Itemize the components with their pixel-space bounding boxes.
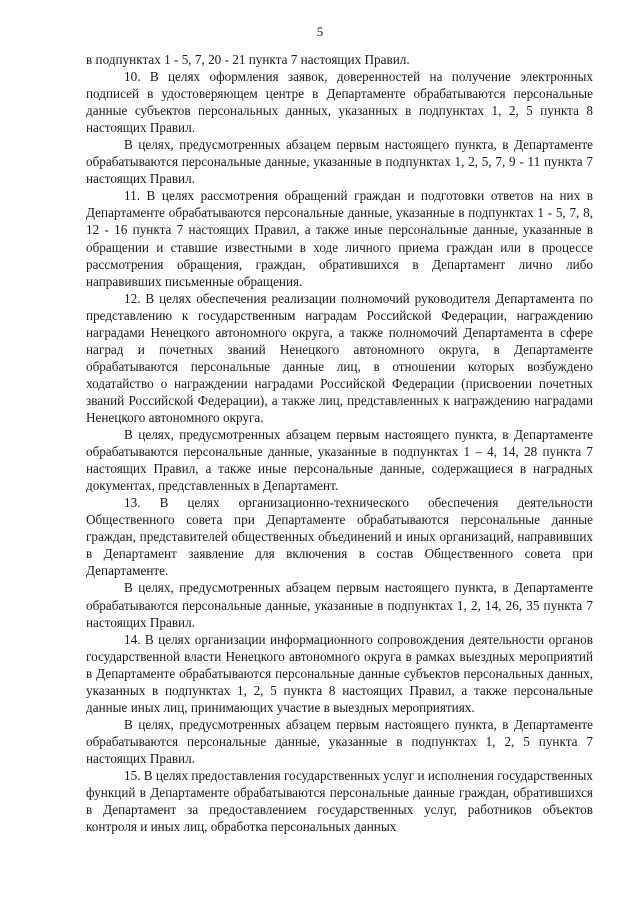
- paragraph-13-purpose: В целях, предусмотренных абзацем первым настоящего пункта, в Департаменте обрабатываются персональные данные, указанные в подпунктах 1, 2, 14, 26, 35 пункта 7 настоящих Правил.: [86, 580, 593, 630]
- page-number: 5: [316, 24, 324, 39]
- paragraph-10-purpose: В целях, предусмотренных абзацем первым настоящего пункта, в Департаменте обрабатываются персональные данные, указанные в подпунктах 1, 2, 5, 7, 9 - 11 пункта 7 настоящих Правил.: [86, 137, 593, 187]
- paragraph-14: 14. В целях организации информационного сопровождения деятельности органов государственной власти Ненецкого автономного округа в рамках выездных мероприятий в Департаменте обрабатываются персональные данные субъектов персональных данных, указанных в подпунктах 1, 2, 5 пункта 8 настоящих Правил, а также персональные данные иных лиц, принимающих участие в выездных мероприятиях.: [86, 631, 593, 715]
- paragraph-14-purpose: В целях, предусмотренных абзацем первым настоящего пункта, в Департаменте обрабатываются персональные данные, указанные в подпунктах 1, 2, 5 пункта 7 настоящих Правил.: [86, 716, 593, 766]
- paragraph-12: 12. В целях обеспечения реализации полномочий руководителя Департамента по представлению к государственным наградам Российской Федерации, награждению наградами Ненецкого автономного округа, а также полномочий Департамента в сфере наград и почетных званий Ненецкого автономного округа, в Департаменте обрабатываются персональные данные лиц, в отношении которых возбуждено ходатайство о награждении наградами Российской Федерации (присвоении почетных званий Российской Федерации), а также лиц, представленных к награждению наградами Ненецкого автономного округа.: [86, 290, 593, 425]
- paragraph-11: 11. В целях рассмотрения обращений граждан и подготовки ответов на них в Департаменте обрабатываются персональные данные, указанные в подпунктах 1 - 5, 7, 8, 12 - 16 пункта 7 настоящих Правил, а также иные персональные данные, указанные в обращении и ставшие известными в ходе личного приема граждан или в процессе рассмотрения обращения, граждан, обратившихся в Департамент лично либо направивших письменные обращения.: [86, 188, 593, 289]
- paragraph-continuation: в подпунктах 1 - 5, 7, 20 - 21 пункта 7 настоящих Правил.: [86, 52, 410, 67]
- document-body: [86, 51, 593, 835]
- paragraph-10: 10. В целях оформления заявок, доверенностей на получение электронных подписей в удостоверяющем центре в Департаменте обрабатываются персональные данные субъектов персональных данных, указанных в подпунктах 1, 2, 5 пункта 8 настоящих Правил.: [86, 69, 593, 136]
- paragraph-13: 13. В целях организационно-технического обеспечения деятельности Общественного совета при Департаменте обрабатываются персональные данные граждан, представителей общественных объединений и иных организаций, направивших в Департамент заявление для включения в состав Общественного совета при Департаменте.: [86, 495, 593, 579]
- paragraph-15: 15. В целях предоставления государственных услуг и исполнения государственных функций в Департаменте обрабатываются персональные данные граждан, обратившихся в Департамент за предоставлением государственных услуг, работников объектов контроля и иных лиц, обработка персональных данных: [86, 767, 593, 835]
- paragraph-12-purpose: В целях, предусмотренных абзацем первым настоящего пункта, в Департаменте обрабатываются персональные данные, указанные в подпунктах 1 – 4, 14, 28 пункта 7 настоящих Правил, а также иные персональные данные, содержащиеся в наградных документах, представленных в Департамент.: [86, 427, 593, 494]
